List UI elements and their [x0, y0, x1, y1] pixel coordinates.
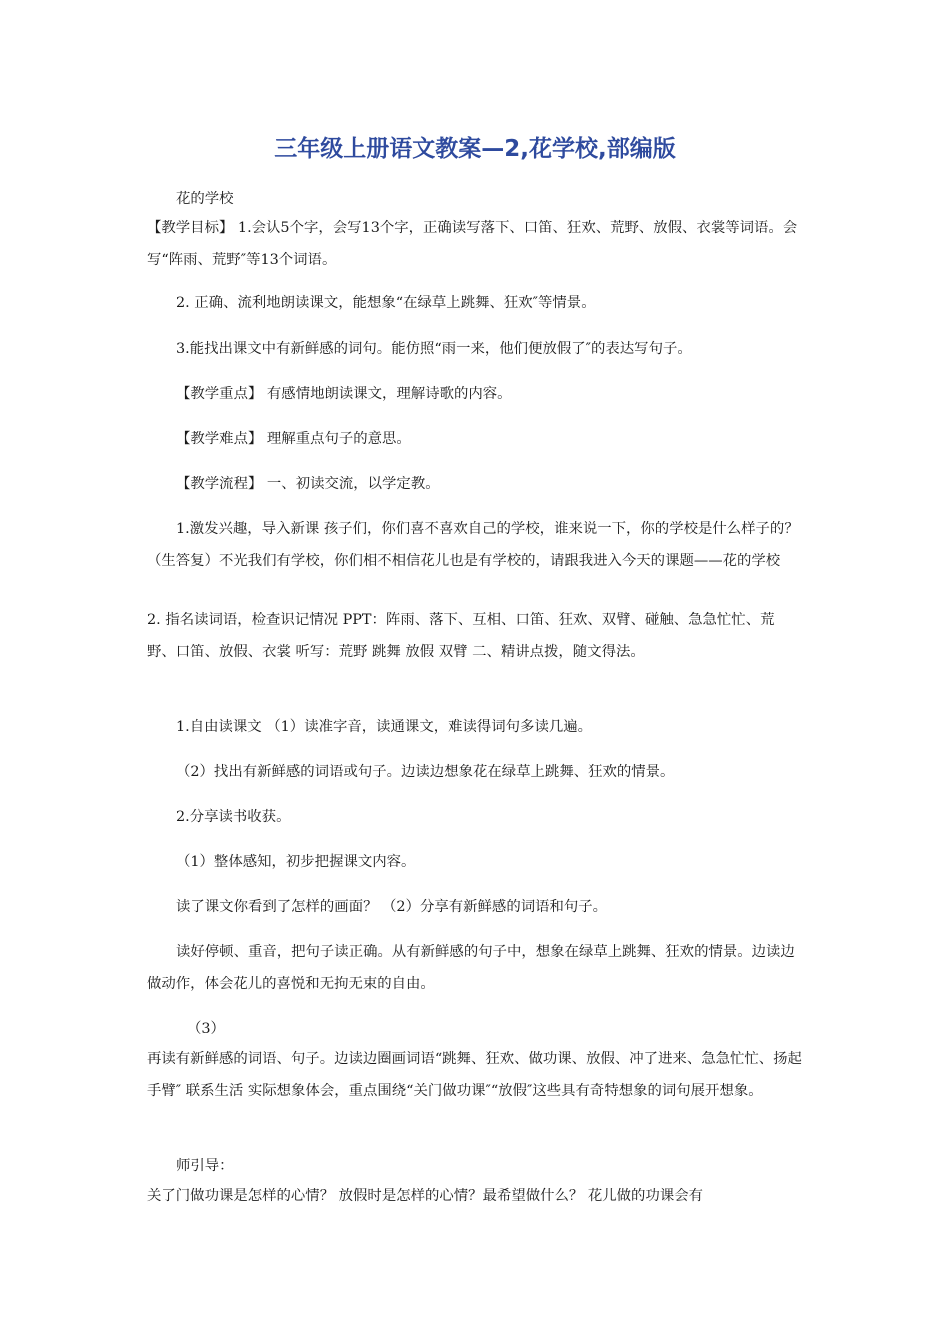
paragraph-teacher-guide: 师引导： [176, 1158, 234, 1174]
paragraph-teaching-goals: 【教学目标】 1.会认5个字，会写13个字，正确读写落下、口笛、狂欢、荒野、放假、衣裳等词语。会写“阵雨、荒野″等13个词语。 [147, 220, 798, 268]
paragraph-process: 【教学流程】 一、初读交流，以学定教。 [176, 476, 440, 492]
document-title: 三年级上册语文教案—2,花学校,部编版 [274, 136, 676, 162]
paragraph-picture: 读了课文你看到了怎样的画面？ （2）分享有新鲜感的词语和句子。 [176, 899, 608, 915]
paragraph-find-words: （2）找出有新鲜感的词语或句子。边读边想象花在绿草上跳舞、狂欢的情景。 [176, 764, 675, 780]
paragraph-read-text: 1.自由读课文 （1）读准字音，读通课文，难读得词句多读几遍。 [176, 719, 593, 735]
paragraph-step-2: 2. 指名读词语，检查识记情况 PPT：阵雨、落下、互相、口笛、狂欢、双臂、碰触、急急忙忙、荒野、口笛、放假、衣裳 听写：荒野 跳舞 放假 双臂 二、精讲点拨，随文得法。 [147, 612, 775, 660]
paragraph-reread: 再读有新鲜感的词语、句子。边读边圈画词语“跳舞、狂欢、做功课、放假、冲了进来、急急忙忙、扬起手臂″ 联系生活 实际想象体会，重点围绕“关门做功课″“放假″这些具有奇特想象的词句展开想象。 [147, 1051, 802, 1099]
paragraph-goal-2: 2. 正确、流利地朗读课文，能想象“在绿草上跳舞、狂欢″等情景。 [176, 295, 596, 311]
paragraph-key-points: 【教学重点】 有感情地朗读课文，理解诗歌的内容。 [176, 386, 512, 402]
paragraph-number-3: （3） [187, 1021, 225, 1037]
paragraph-questions: 关了门做功课是怎样的心情？ 放假时是怎样的心情？最希望做什么？ 花儿做的功课会有 [147, 1188, 703, 1204]
paragraph-subtitle: 花的学校 [176, 191, 234, 207]
paragraph-step-1: 1.激发兴趣，导入新课 孩子们，你们喜不喜欢自己的学校，谁来说一下，你的学校是什么样子的？（生答复）不光我们有学校，你们相不相信花儿也是有学校的，请跟我进入今天的课题——花的学校 [147, 521, 799, 569]
paragraph-share-gains: 2.分享读书收获。 [176, 809, 291, 825]
paragraph-difficulties: 【教学难点】 理解重点句子的意思。 [176, 431, 411, 447]
paragraph-read-well: 读好停顿、重音，把句子读正确。从有新鲜感的句子中，想象在绿草上跳舞、狂欢的情景。边读边做动作，体会花儿的喜悦和无拘无束的自由。 [147, 944, 795, 992]
paragraph-goal-3: 3.能找出课文中有新鲜感的词句。能仿照“雨一来，他们便放假了″的表达写句子。 [176, 341, 692, 357]
paragraph-overall: （1）整体感知，初步把握课文内容。 [176, 854, 416, 870]
